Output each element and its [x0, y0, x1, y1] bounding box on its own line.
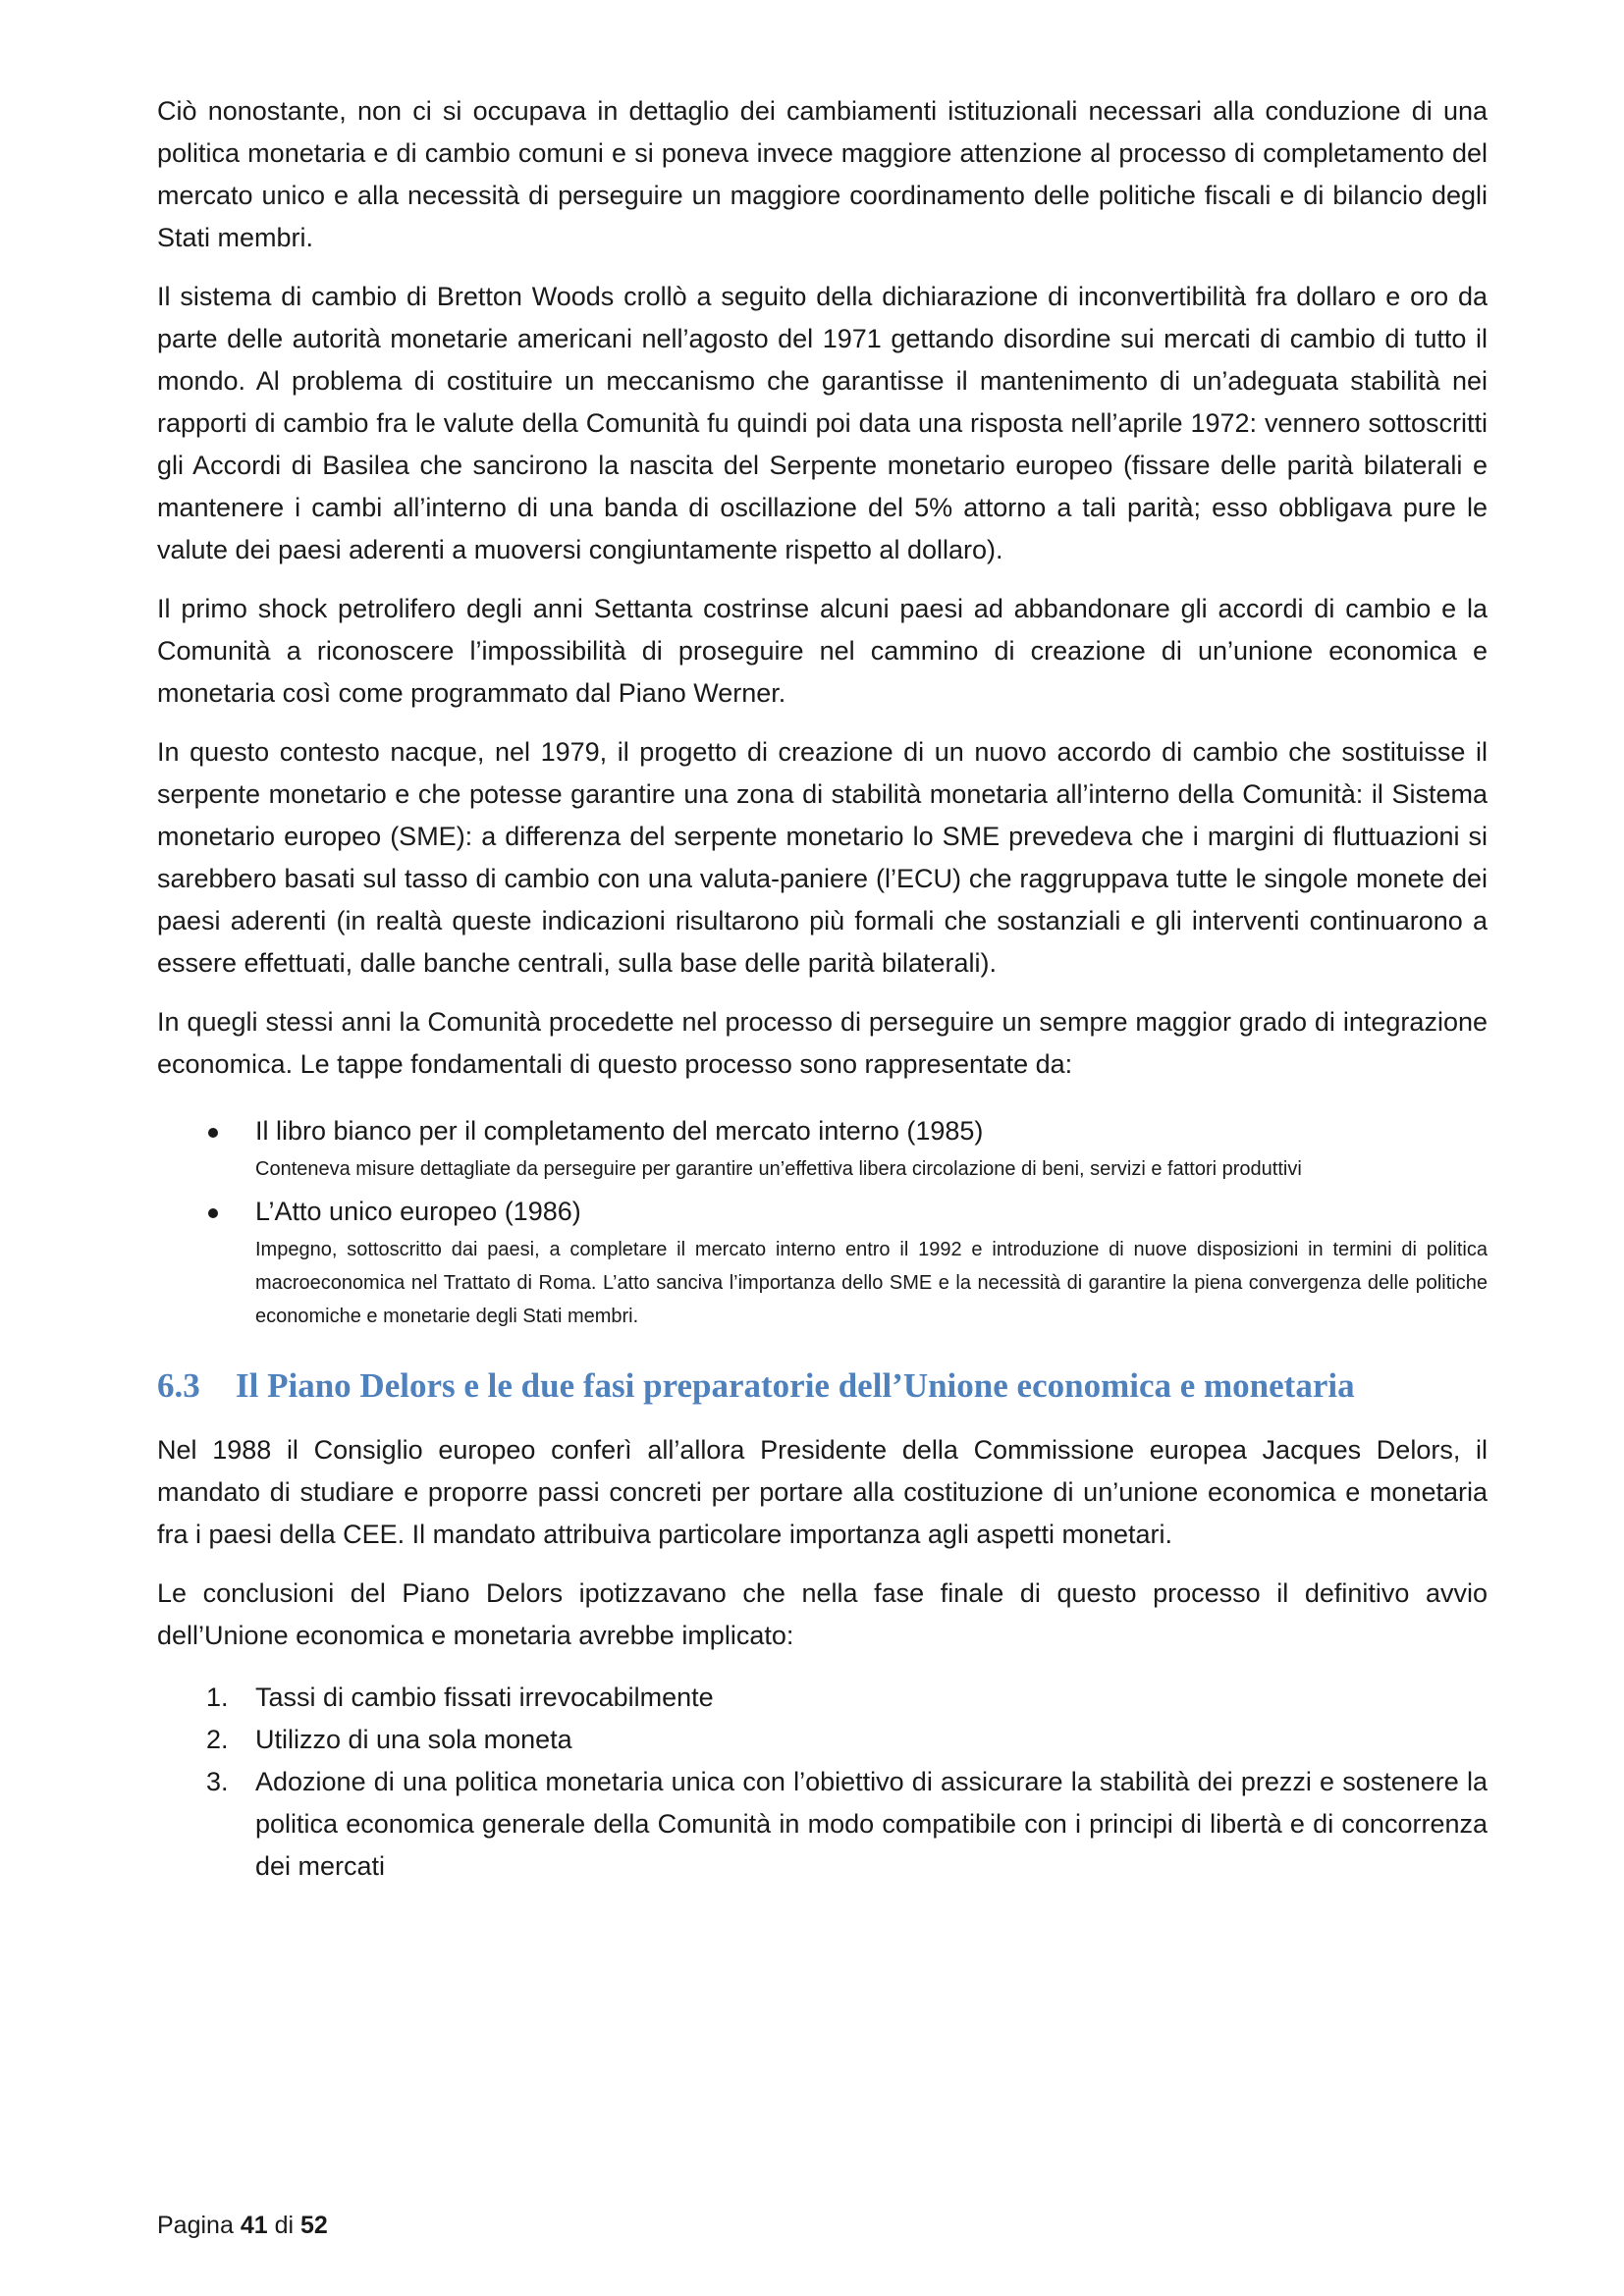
numbered-item-label: 2.: [206, 1725, 229, 1754]
paragraph-sme: In questo contesto nacque, nel 1979, il progetto di creazione di un nuovo accordo di cambio che sostituisse il serpente monetario e che potesse garantire una zona di stabilità monetaria all’interno della Comunità: il Sistema monetario europeo (SME): a differenza del serpente monetario lo SME prevedeva che i margini di fluttuazioni si sarebbero basati sul tasso di cambio con una valuta-paniere (l’ECU) che raggruppava tutte le singole monete dei paesi aderenti (in realtà queste indicazioni risultarono più formali che sostanziali e gli interventi continuarono a essere effettuati, dalle banche centrali, sulla base delle parità bilaterali).: [157, 737, 1488, 978]
paragraph-bretton-woods: Il sistema di cambio di Bretton Woods crollò a seguito della dichiarazione di inconvertibilità fra dollaro e oro da parte delle autorità monetarie americani nell’agosto del 1971 gettando disordine sui mercati di cambio di tutto il mondo. Al problema di costituire un meccanismo che garantisse il mantenimento di un’adeguata stabilità nei rapporti di cambio fra le valute della Comunità fu quindi poi data una risposta nell’aprile 1972: vennero sottoscritti gli Accordi di Basilea che sancirono la nascita del Serpente monetario europeo (fissare delle parità bilaterali e mantenere i cambi all’interno di una banda di oscillazione del 5% attorno a tali parità; esso obbligava pure le valute dei paesi aderenti a muoversi congiuntamente rispetto al dollaro).: [157, 282, 1488, 564]
paragraph-delors-mandate: Nel 1988 il Consiglio europeo conferì all’allora Presidente della Commissione europea Jacques Delors, il mandato di studiare e proporre passi concreti per portare alla costituzione di un’unione economica e monetaria fra i paesi della CEE. Il mandato attribuiva particolare importanza agli aspetti monetari.: [157, 1435, 1488, 1549]
paragraph-integration: In quegli stessi anni la Comunità procedette nel processo di perseguire un sempre maggior grado di integrazione economica. Le tappe fondamentali di questo processo sono rappresentate da:: [157, 1007, 1488, 1079]
paragraph-intro: Ciò nonostante, non ci si occupava in dettaglio dei cambiamenti istituzionali necessari alla conduzione di una politica monetaria e di cambio comuni e si poneva invece maggiore attenzione al processo di completamento del mercato unico e alla necessità di perseguire un maggiore coordinamento delle politiche fiscali e di bilancio degli Stati membri.: [157, 96, 1488, 252]
page-footer: [157, 2211, 328, 2240]
list-item: [157, 1192, 1488, 1333]
footer-prefix: Pagina: [157, 2212, 234, 2239]
footer-separator: di: [274, 2212, 295, 2239]
list-item-title: Il libro bianco per il completamento del mercato interno (1985): [255, 1116, 984, 1146]
section-title: Il Piano Delors e le due fasi preparatorie dell’Unione economica e monetaria: [236, 1366, 1355, 1405]
numbered-item-label: 1.: [206, 1682, 229, 1712]
paragraph-oil-shock: Il primo shock petrolifero degli anni Settanta costrinse alcuni paesi ad abbandonare gli accordi di cambio e la Comunità a riconoscere l’impossibilità di proseguire nel cammino di creazione di un’unione economica e monetaria così come programmato dal Piano Werner.: [157, 594, 1488, 708]
bullet-icon: [208, 1208, 218, 1218]
footer-total-pages: 52: [300, 2212, 328, 2239]
list-item-description: Conteneva misure dettagliate da perseguire per garantire un’effettiva libera circolazione di beni, servizi e fattori produttivi: [255, 1158, 1302, 1180]
numbered-item-text: Utilizzo di una sola moneta: [255, 1725, 572, 1754]
list-item-description: Impegno, sottoscritto dai paesi, a completare il mercato interno entro il 1992 e introduzione di nuove disposizioni in termini di politica macroeconomica nel Trattato di Roma. L’atto sanciva l’importanza dello SME e la necessità di garantire la piena convergenza delle politiche economiche e monetarie degli Stati membri.: [255, 1239, 1488, 1327]
numbered-item-text: Tassi di cambio fissati irrevocabilmente: [255, 1682, 714, 1712]
list-item: [157, 1111, 1488, 1186]
milestones-list: [157, 1111, 1488, 1333]
section-number: 6.3: [157, 1366, 200, 1405]
document-page: [157, 90, 1488, 1888]
numbered-item-text: Adozione di una politica monetaria unica con l’obiettivo di assicurare la stabilità dei prezzi e sostenere la politica economica generale della Comunità in modo compatibile con i principi di libertà e di concorrenza dei mercati: [255, 1767, 1488, 1881]
list-item-title: L’Atto unico europeo (1986): [255, 1197, 581, 1226]
numbered-item: [157, 1719, 1488, 1761]
numbered-item-label: 3.: [206, 1767, 229, 1796]
paragraph-delors-conclusions: Le conclusioni del Piano Delors ipotizzavano che nella fase finale di questo processo il definitivo avvio dell’Unione economica e monetaria avrebbe implicato:: [157, 1578, 1488, 1650]
numbered-item: [157, 1677, 1488, 1719]
numbered-item: [157, 1761, 1488, 1888]
delors-conditions-list: [157, 1677, 1488, 1888]
section-heading: [157, 1362, 1488, 1410]
footer-page-number: 41: [240, 2212, 268, 2239]
bullet-icon: [208, 1128, 218, 1138]
